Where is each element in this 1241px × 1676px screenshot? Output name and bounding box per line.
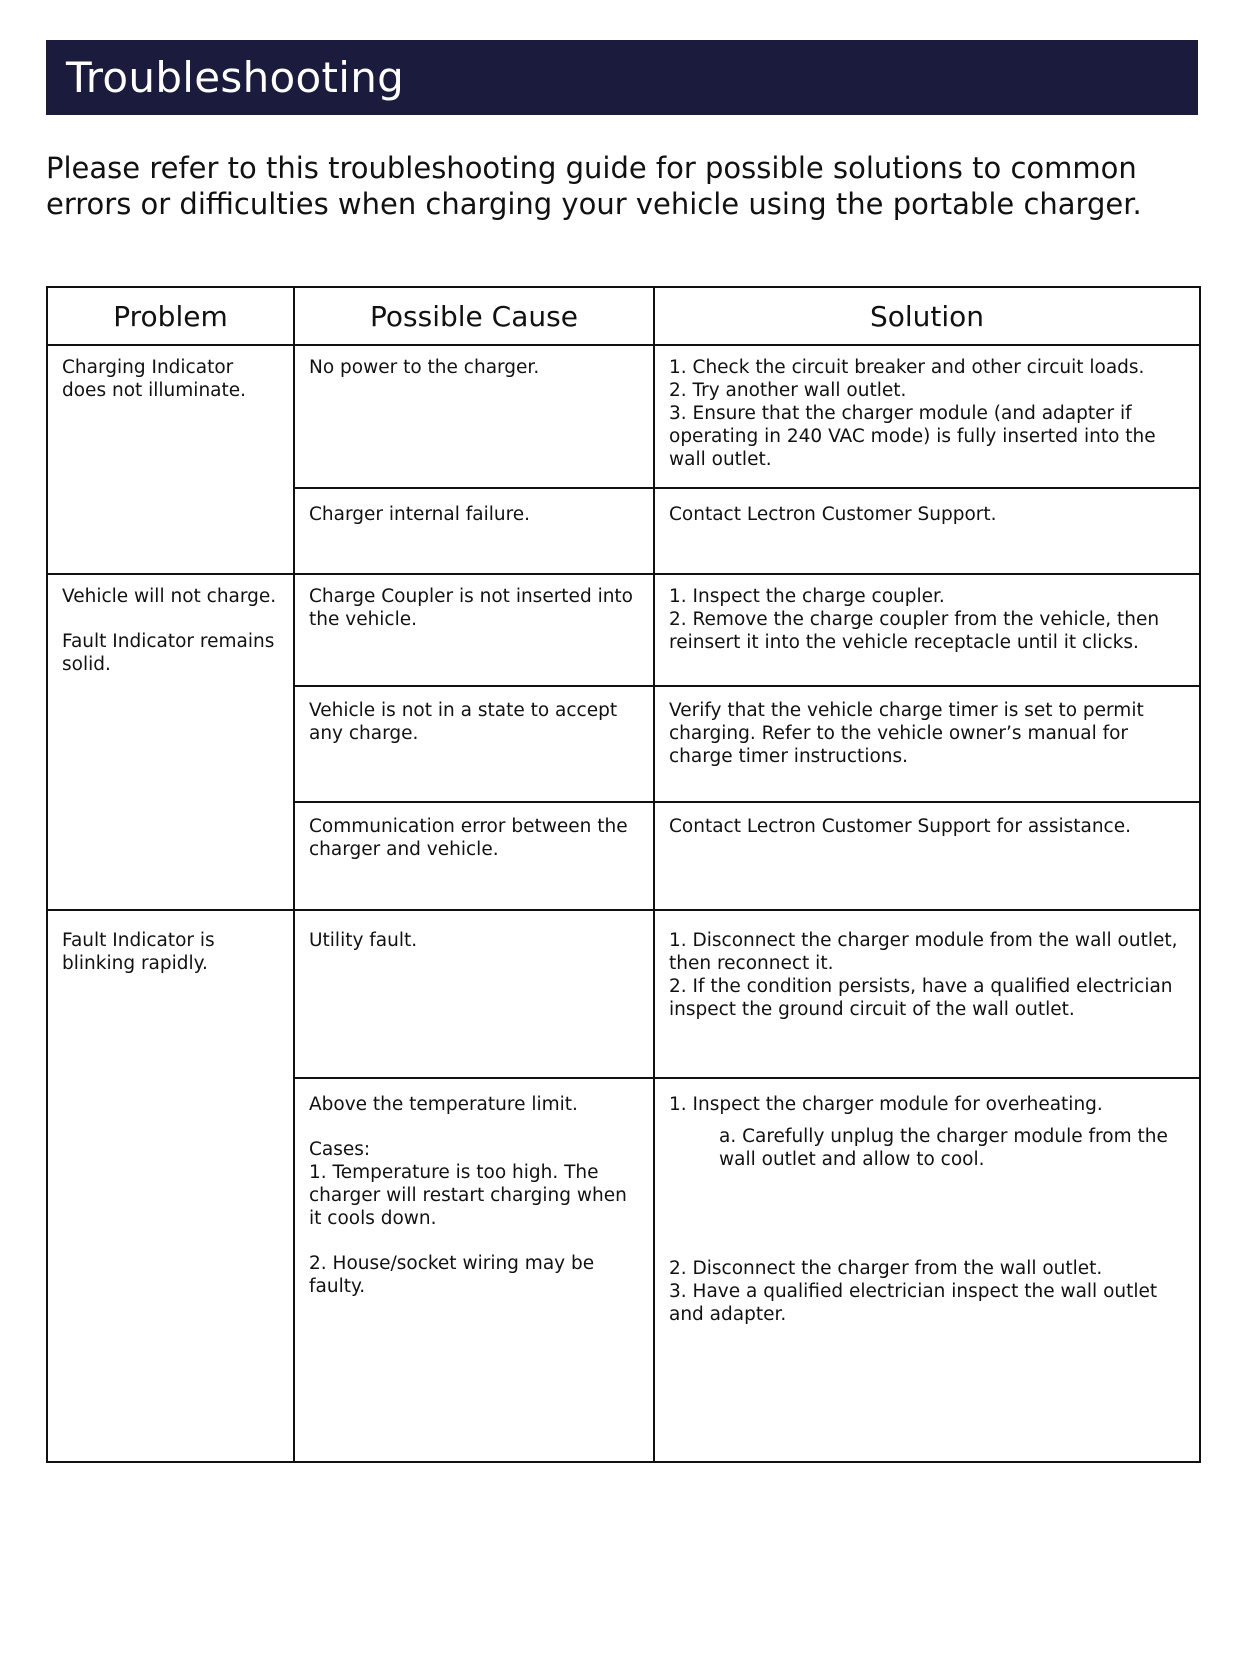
solution-cell: [654, 488, 1200, 574]
intro-paragraph: Please refer to this troubleshooting guide for possible solutions to common errors or difficulties when charging your vehicle using the portable charger.: [46, 151, 1142, 221]
cause-cell: [294, 574, 654, 686]
cause-cell: [294, 802, 654, 910]
problem-text: Charging Indicator does not illuminate.: [62, 357, 247, 401]
cause-cell: [294, 345, 654, 488]
solution-text: 2. If the condition persists, have a qualified electrician inspect the ground circuit of the wall outlet.: [669, 976, 1173, 1020]
solution-text: 1. Inspect the charge coupler.: [669, 586, 945, 607]
problem-cell: [47, 910, 294, 1462]
header-problem: Problem: [47, 287, 294, 345]
solution-text: 1. Check the circuit breaker and other circuit loads.: [669, 357, 1145, 378]
cause-text: Utility fault.: [309, 930, 418, 951]
cause-text: 1. Temperature is too high. The charger will restart charging when it cools down.: [309, 1162, 627, 1229]
cause-cell: [294, 1078, 654, 1462]
title-bar: [46, 40, 1198, 115]
cause-cell: [294, 686, 654, 802]
troubleshooting-table: [46, 286, 1201, 1463]
solution-cell: [654, 910, 1200, 1078]
header-solution: Solution: [654, 287, 1200, 345]
table-row: [47, 910, 1200, 1078]
table-row: [47, 345, 1200, 488]
cause-text: Charge Coupler is not inserted into the vehicle.: [309, 586, 634, 630]
cause-text: No power to the charger.: [309, 357, 540, 378]
cause-text: Communication error between the charger and vehicle.: [309, 816, 628, 860]
solution-cell: [654, 345, 1200, 488]
solution-text: 1. Disconnect the charger module from the wall outlet, then reconnect it.: [669, 930, 1178, 974]
solution-text: 2. Remove the charge coupler from the vehicle, then reinsert it into the vehicle receptacle until it clicks.: [669, 609, 1160, 653]
solution-text: 2. Disconnect the charger from the wall outlet.: [669, 1258, 1103, 1279]
problem-cell: [47, 345, 294, 574]
solution-text: Contact Lectron Customer Support for assistance.: [669, 816, 1131, 837]
table-row: [47, 574, 1200, 686]
table-header-row: [47, 287, 1200, 345]
cause-text: Above the temperature limit.: [309, 1094, 578, 1115]
cause-text: Vehicle is not in a state to accept any charge.: [309, 700, 618, 744]
cause-cell: [294, 488, 654, 574]
solution-cell: [654, 802, 1200, 910]
problem-text: Vehicle will not charge.: [62, 586, 277, 607]
solution-cell: [654, 686, 1200, 802]
solution-cell: [654, 574, 1200, 686]
solution-text: 1. Inspect the charger module for overheating.: [669, 1094, 1103, 1115]
solution-cell: [654, 1078, 1200, 1462]
solution-text: 3. Ensure that the charger module (and adapter if operating in 240 VAC mode) is fully inserted into the wall outlet.: [669, 403, 1156, 470]
cause-text: Cases:: [309, 1139, 371, 1160]
page-title: Troubleshooting: [66, 53, 405, 102]
cause-text: 2. House/socket wiring may be faulty.: [309, 1253, 595, 1297]
solution-text: 2. Try another wall outlet.: [669, 380, 907, 401]
problem-text: Fault Indicator remains solid.: [62, 631, 275, 675]
problem-text: Fault Indicator is blinking rapidly.: [62, 930, 215, 974]
solution-text: 3. Have a qualified electrician inspect the wall outlet and adapter.: [669, 1281, 1158, 1325]
solution-text: Verify that the vehicle charge timer is set to permit charging. Refer to the vehicle owner’s manual for charge timer instructions.: [669, 700, 1144, 767]
cause-cell: [294, 910, 654, 1078]
header-possible-cause: Possible Cause: [294, 287, 654, 345]
solution-text: a. Carefully unplug the charger module from the wall outlet and allow to cool.: [719, 1126, 1168, 1170]
solution-text: Contact Lectron Customer Support.: [669, 504, 997, 525]
cause-text: Charger internal failure.: [309, 504, 531, 525]
problem-cell: [47, 574, 294, 910]
